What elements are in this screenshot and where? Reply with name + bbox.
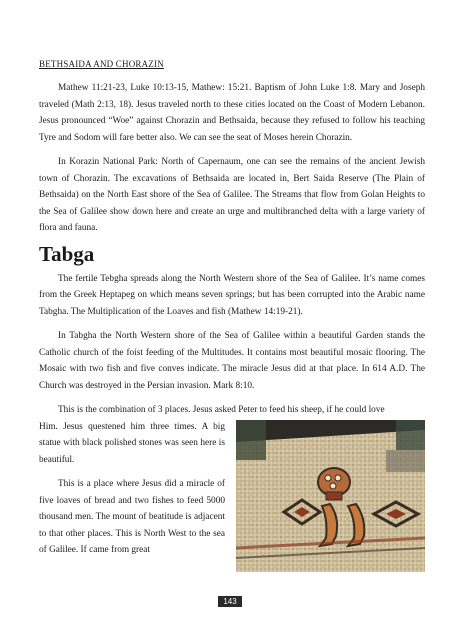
paragraph-bethsaida-1: Mathew 11:21-23, Luke 10:13-15, Mathew: 15:21. Baptism of John Luke 1:8. Mary and Joseph traveled (Math 2:13, 18). Jesus traveled north to these cities located on the Coast of Modern Lebanon. Jesus pronounced “Woe” against Chorazin and Bethsaida, because they refused to follow his teaching Tyre and Sodom will fare better also. We can see the seat of Moses herein Chorazin. (39, 83, 425, 143)
tabga-heading: Tabga (39, 241, 95, 266)
paragraph-combination-rest: Him. Jesus questened him three times. A big statue with black polished stones was seen here is beautiful. (39, 421, 225, 465)
paragraph-tabga-2: In Tabgha the North Western shore of the Sea of Galilee within a beautiful Garden stands the Catholic church of the foist feeding of the Multitudes. It contains most beautiful mosaic flooring. The Mosaic with two fish and five conves indicate. The miracle Jesus did at that place. In 614 A.D. The Church was destroyed in the Persian invasion. Mark 8:10. (39, 331, 425, 391)
paragraph-miracle: This is a place where Jesus did a miracle of five loaves of bread and two fishes to feed 5000 thousand men. The mount of beatitude is adjacent to that other places. This is North West to the sea of Galilee. If came from great (39, 479, 225, 555)
paragraph-tabga-1: The fertile Tebgha spreads along the North Western shore of the Sea of Galilee. It’s name comes from the Greek Heptapeg on which means seven springs; but has been corrupted into the Arabic name Tabgha. The Multiplication of the Loaves and fish (Mathew 14:19-21). (39, 273, 425, 317)
paragraph-bethsaida-2: In Korazin National Park: North of Capernaum, one can see the remains of the ancient Jewish town of Chorazin. The excavations of Bethsaida are located in, Bert Saida Reserve (The Plain of Bethsaida) on the North East shore of the Sea of Galilee. The Streams that flow from Golan Heights to the Sea of Galilee show down here and create an urge and multibranched delta with a large variety of flora and fauna. (39, 157, 425, 233)
paragraph-combination-lead: This is the combination of 3 places. Jesus asked Peter to feed his sheep, if he could love (58, 405, 385, 415)
page-number: 143 (218, 596, 242, 607)
section-heading: BETHSAIDA AND CHORAZIN (39, 59, 164, 69)
page-content (39, 58, 425, 567)
mosaic-photo (236, 420, 425, 572)
text-and-photo (39, 402, 425, 559)
loaves-fishes-mosaic-image (236, 420, 425, 572)
